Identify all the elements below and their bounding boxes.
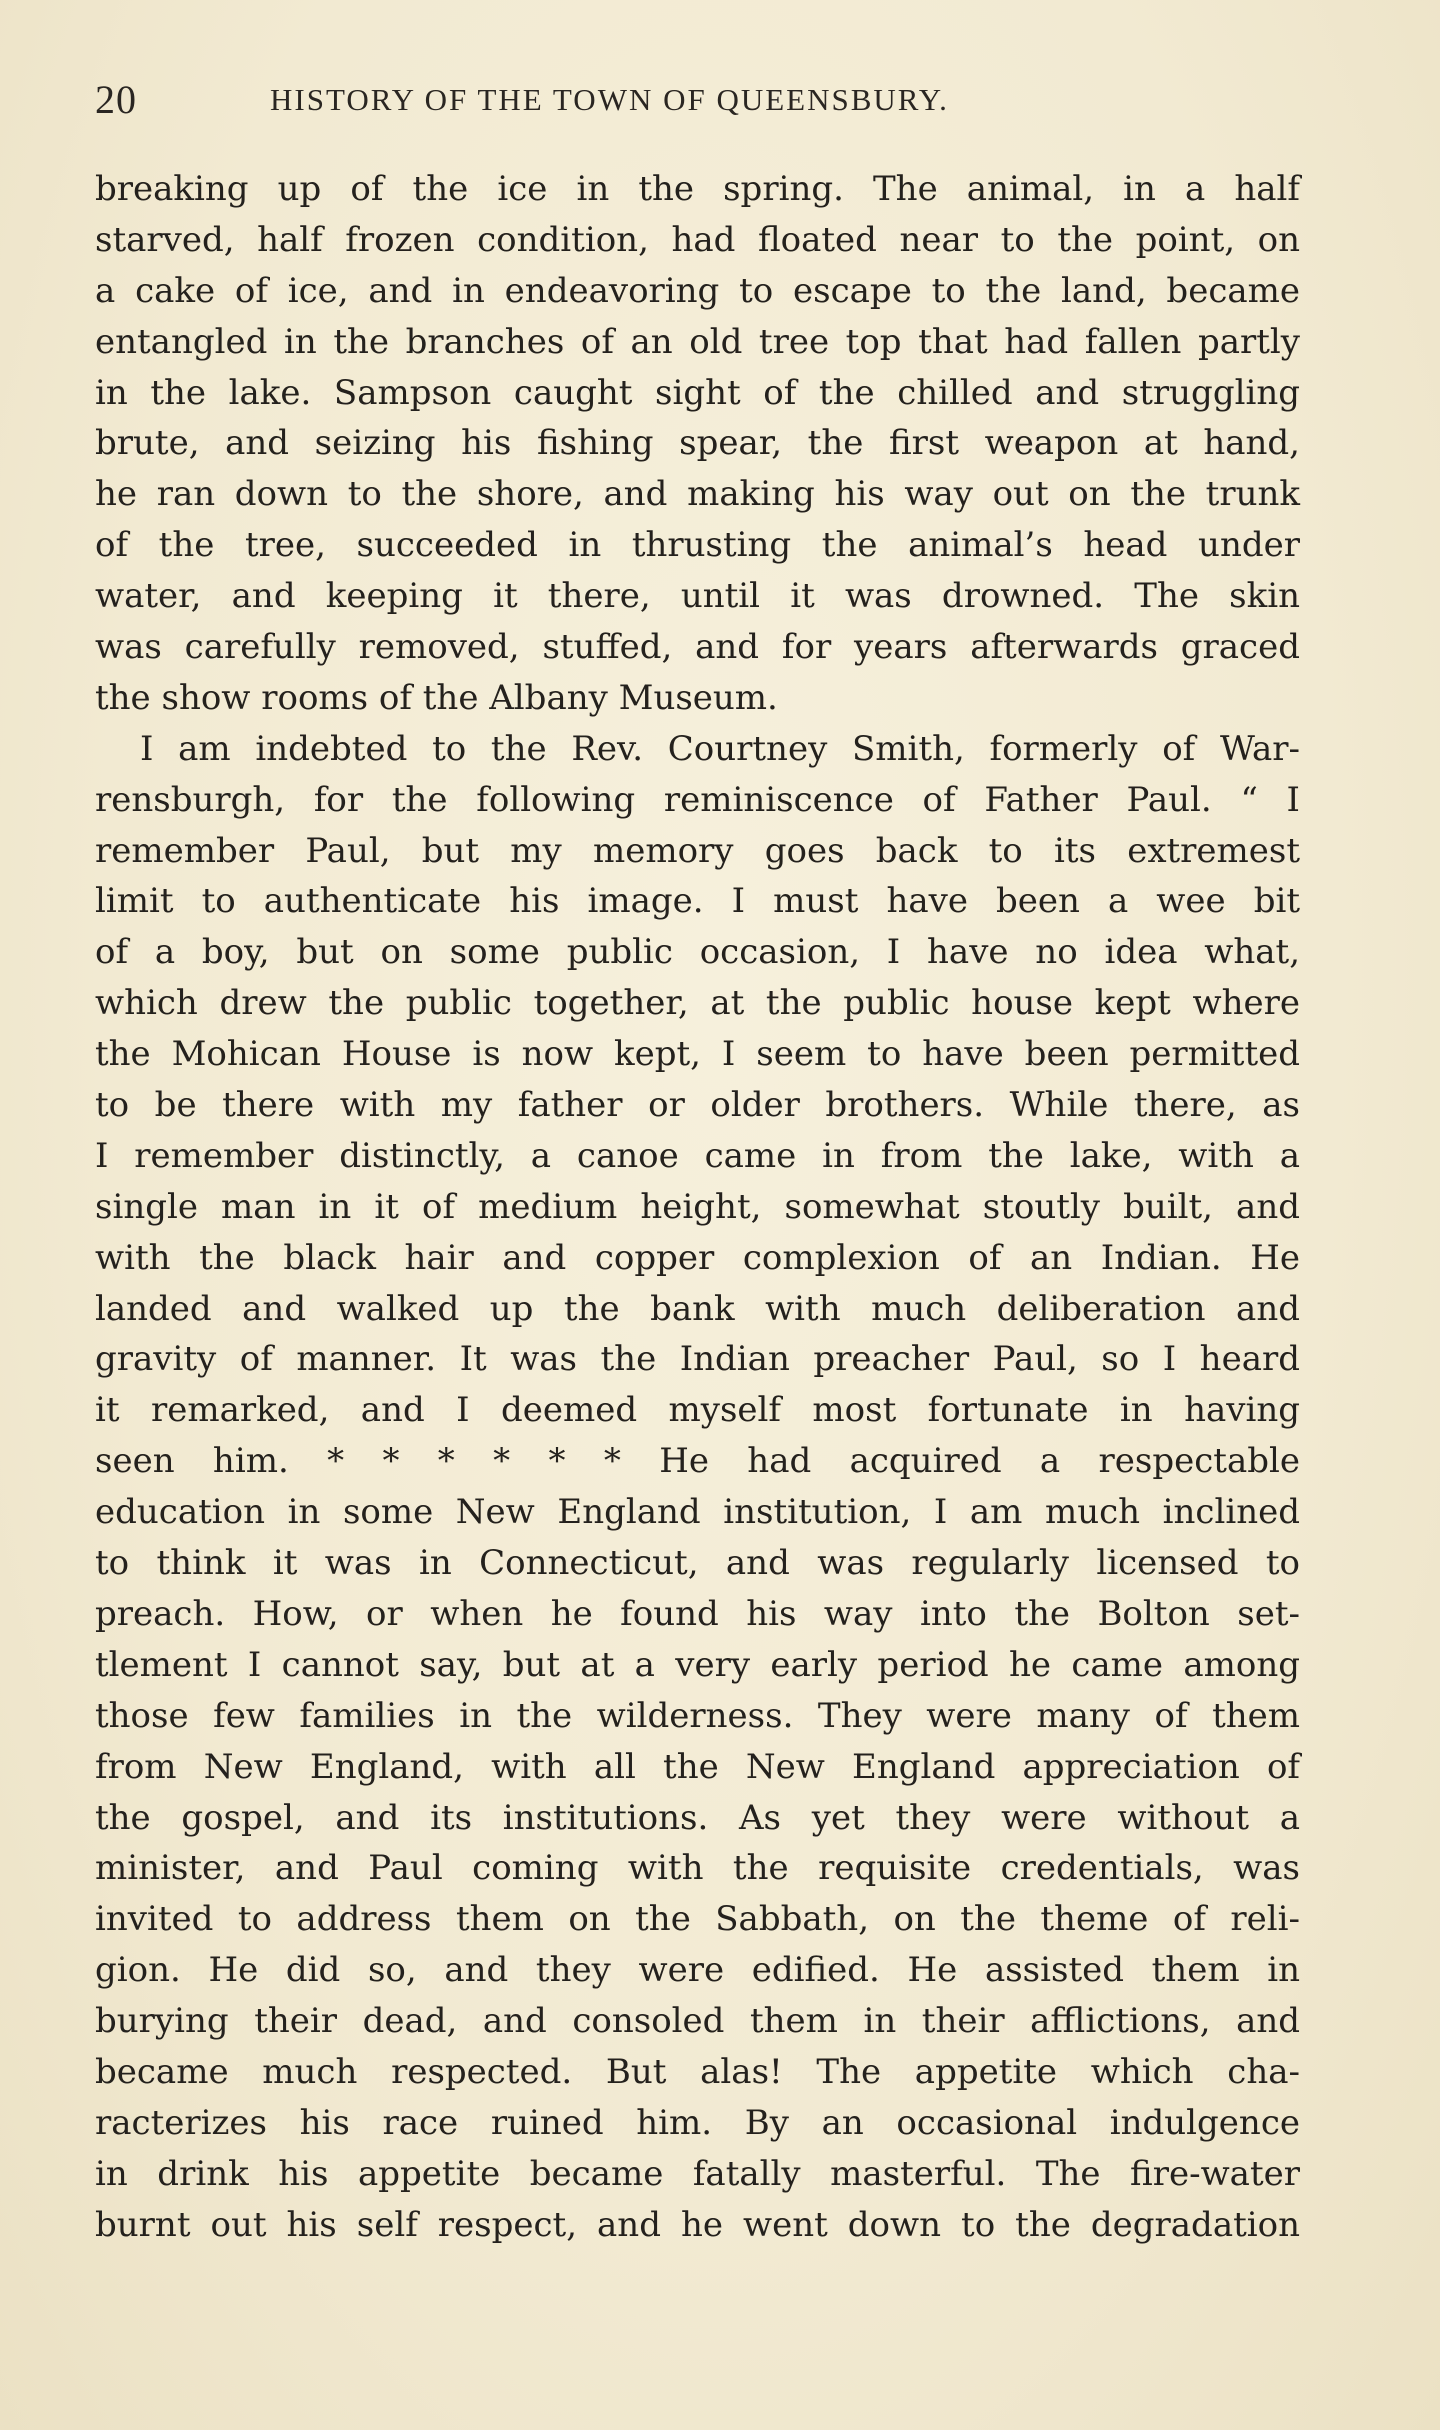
text-line: brute, and seizing his fishing spear, the first weapon at hand,: [95, 423, 1300, 464]
text-line: became much respected. But alas! The appetite which cha-: [95, 2051, 1300, 2092]
text-line: tlement I cannot say, but at a very early period he came among: [95, 1644, 1300, 1685]
text-line: of the tree, succeeded in thrusting the animal’s head under: [95, 525, 1300, 566]
text-line: invited to address them on the Sabbath, on the theme of reli-: [95, 1899, 1300, 1940]
text-line: burying their dead, and consoled them in their afflictions, and: [95, 2001, 1300, 2042]
text-line: which drew the public together, at the public house kept where: [95, 983, 1300, 1024]
text-line: remember Paul, but my memory goes back to its extremest: [95, 830, 1300, 871]
text-line: burnt out his self respect, and he went down to the degradation: [95, 2204, 1300, 2245]
body-text: [95, 164, 1300, 2251]
text-line: from New England, with all the New England appreciation of: [95, 1746, 1300, 1787]
text-line: with the black hair and copper complexion of an Indian. He: [95, 1237, 1300, 1278]
page-header: [95, 76, 1295, 126]
text-line: in drink his appetite became fatally masterful. The fire-water: [95, 2153, 1300, 2194]
text-line: was carefully removed, stuffed, and for years afterwards graced: [95, 627, 1300, 668]
text-line: gravity of manner. It was the Indian preacher Paul, so I heard: [95, 1339, 1300, 1380]
text-line: education in some New England institution, I am much inclined: [95, 1492, 1300, 1533]
running-head: HISTORY OF THE TOWN OF QUEENSBURY.: [270, 82, 949, 117]
text-line: breaking up of the ice in the spring. The animal, in a half: [95, 169, 1300, 209]
text-line: those few families in the wilderness. They were many of them: [95, 1695, 1300, 1736]
text-line: it remarked, and I deemed myself most fortunate in having: [95, 1390, 1300, 1431]
text-line: to think it was in Connecticut, and was regularly licensed to: [95, 1543, 1300, 1584]
text-line: gion. He did so, and they were edified. He assisted them in: [95, 1950, 1300, 1991]
text-line: minister, and Paul coming with the requisite credentials, was: [95, 1848, 1300, 1889]
text-line: water, and keeping it there, until it was drowned. The skin: [95, 576, 1300, 617]
text-line: limit to authenticate his image. I must have been a wee bit: [95, 881, 1300, 922]
text-line: in the lake. Sampson caught sight of the chilled and struggling: [95, 372, 1300, 413]
text-line: the Mohican House is now kept, I seem to have been permitted: [95, 1034, 1300, 1075]
text-line: I am indebted to the Rev. Courtney Smith, formerly of War-: [140, 728, 1300, 769]
text-line: starved, half frozen condition, had floated near to the point, on: [95, 219, 1300, 260]
text-line: entangled in the branches of an old tree top that had fallen partly: [95, 321, 1300, 362]
text-line: rensburgh, for the following reminiscence of Father Paul. “ I: [95, 779, 1300, 820]
text-line: single man in it of medium height, somewhat stoutly built, and: [95, 1186, 1300, 1227]
text-line: to be there with my father or older brothers. While there, as: [95, 1085, 1300, 1126]
text-line: I remember distinctly, a canoe came in from the lake, with a: [95, 1135, 1300, 1176]
text-line: seen him. * * * * * * He had acquired a respectable: [95, 1441, 1300, 1482]
text-line: racterizes his race ruined him. By an occasional indulgence: [95, 2102, 1300, 2143]
text-line: the gospel, and its institutions. As yet they were without a: [95, 1797, 1300, 1838]
text-line: of a boy, but on some public occasion, I have no idea what,: [95, 932, 1300, 973]
text-line: he ran down to the shore, and making his way out on the trunk: [95, 474, 1300, 515]
text-line: preach. How, or when he found his way into the Bolton set-: [95, 1593, 1300, 1634]
text-line: the show rooms of the Albany Museum.: [95, 677, 778, 718]
text-line: a cake of ice, and in endeavoring to escape to the land, became: [95, 270, 1300, 311]
text-line: landed and walked up the bank with much deliberation and: [95, 1288, 1300, 1329]
page-number: 20: [95, 77, 137, 122]
